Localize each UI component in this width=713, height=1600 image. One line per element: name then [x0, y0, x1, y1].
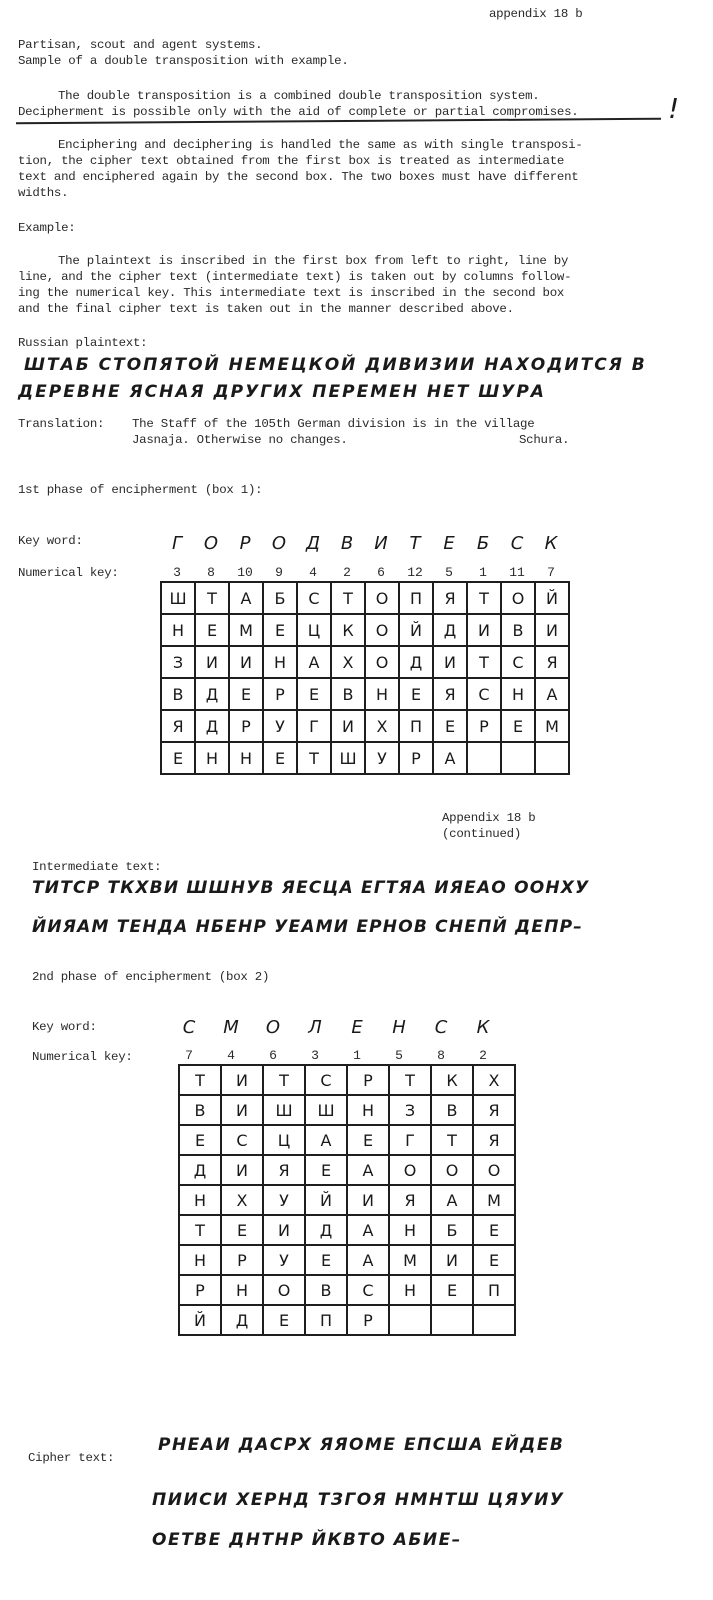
box1-key-number: 3 — [173, 565, 181, 580]
box1-cell: Г — [297, 710, 331, 742]
para3-line-1: The plaintext is inscribed in the first box from left to right, line by — [58, 254, 569, 268]
example-label: Example: — [18, 221, 76, 235]
box2-cell — [431, 1305, 473, 1335]
box2-row — [179, 1185, 515, 1215]
box1-cell: П — [399, 582, 433, 614]
box1-key-number: 6 — [377, 565, 385, 580]
box2-cell: А — [431, 1185, 473, 1215]
box2-cell: Н — [389, 1215, 431, 1245]
margin-mark: ! — [668, 92, 680, 125]
box2-cell: Ш — [305, 1095, 347, 1125]
box1-key-letter: Е — [443, 533, 455, 554]
box2-cell: Е — [179, 1125, 221, 1155]
box1-cell: Р — [229, 710, 263, 742]
box2-cell: А — [347, 1155, 389, 1185]
box2-numerical-key — [168, 1048, 504, 1063]
box1-grid — [160, 581, 570, 775]
box1-cell: Я — [161, 710, 195, 742]
box1-key-letter: Г — [171, 533, 183, 554]
box2-cell: Д — [221, 1305, 263, 1335]
box2-cell: О — [473, 1155, 515, 1185]
box2-cell: К — [431, 1065, 473, 1095]
box2-cell: И — [263, 1215, 305, 1245]
box2-cell: М — [473, 1185, 515, 1215]
box2-cell: Ш — [263, 1095, 305, 1125]
box1-cell: С — [501, 646, 535, 678]
appendix-continued-line-1: Appendix 18 b — [442, 811, 536, 825]
box2-cell: Н — [389, 1275, 431, 1305]
russian-label: Russian plaintext: — [18, 336, 148, 350]
box2-cell: Г — [389, 1125, 431, 1155]
box1-cell: Т — [297, 742, 331, 774]
box1-cell: Т — [331, 582, 365, 614]
box2-key-word-label: Key word: — [32, 1020, 97, 1034]
box1-key-word-label: Key word: — [18, 534, 83, 548]
para3-line-3: ing the numerical key. This intermediate text is inscribed in the second box — [18, 286, 565, 300]
box1-cell: О — [365, 582, 399, 614]
box2-cell: П — [305, 1305, 347, 1335]
translation-label: Translation: — [18, 417, 105, 431]
box1-cell: Я — [535, 646, 569, 678]
box1-numerical-key-label: Numerical key: — [18, 566, 119, 580]
box1-cell: Н — [229, 742, 263, 774]
box1-key-letter: Б — [476, 533, 490, 554]
cipher-label: Cipher text: — [28, 1451, 115, 1465]
box1-cell: Д — [433, 614, 467, 646]
box1-cell: И — [331, 710, 365, 742]
box1-cell: Р — [399, 742, 433, 774]
box1-cell: Б — [263, 582, 297, 614]
box1-cell: Е — [263, 614, 297, 646]
appendix-label: appendix 18 b — [489, 7, 583, 21]
box1-row — [161, 646, 569, 678]
box2-cell: И — [221, 1065, 263, 1095]
box1-cell: Н — [195, 742, 229, 774]
box1-row — [161, 582, 569, 614]
box2-row — [179, 1155, 515, 1185]
box1-key-number: 2 — [343, 565, 351, 580]
box1-cell: В — [331, 678, 365, 710]
box1-cell: А — [535, 678, 569, 710]
box2-cell: Е — [473, 1215, 515, 1245]
box2-key-letter: К — [476, 1017, 490, 1038]
box1-cell: Ш — [161, 582, 195, 614]
box2-cell: И — [431, 1245, 473, 1275]
box1-cell: Д — [195, 710, 229, 742]
russian-plaintext-line-2: ДЕРЕВНЕ ЯСНАЯ ДРУГИХ ПЕРЕМЕН НЕТ ШУРА — [18, 382, 546, 402]
box2-cell: Й — [179, 1305, 221, 1335]
box2-cell: Ц — [263, 1125, 305, 1155]
box1-cell: С — [297, 582, 331, 614]
box2-key-letter: М — [223, 1017, 239, 1038]
box2-cell: Е — [347, 1125, 389, 1155]
box1-cell: М — [229, 614, 263, 646]
translation-signature: Schura. — [519, 433, 570, 447]
box2-key-word — [168, 1017, 504, 1038]
russian-plaintext-line-1: ШТАБ СТОПЯТОЙ НЕМЕЦКОЙ ДИВИЗИИ НАХОДИТСЯ В — [24, 355, 647, 375]
box1-cell: Ц — [297, 614, 331, 646]
box1-cell — [467, 742, 501, 774]
box2-cell: Н — [179, 1185, 221, 1215]
box1-cell: Е — [229, 678, 263, 710]
box1-cell: Е — [501, 710, 535, 742]
box2-cell: Н — [179, 1245, 221, 1275]
box2-cell: Е — [221, 1215, 263, 1245]
box1-key-letter: О — [271, 533, 287, 554]
box2-key-letter: С — [182, 1017, 196, 1038]
box1-cell: А — [297, 646, 331, 678]
box2-cell: Д — [179, 1155, 221, 1185]
box1-cell: Н — [161, 614, 195, 646]
box1-cell: Е — [297, 678, 331, 710]
box1-cell: И — [229, 646, 263, 678]
box2-cell: Т — [431, 1125, 473, 1155]
box1-cell: Х — [331, 646, 365, 678]
box1-cell: И — [433, 646, 467, 678]
box2-key-number: 2 — [479, 1048, 487, 1063]
box2-cell: Д — [305, 1215, 347, 1245]
box1-key-letter: Р — [239, 533, 251, 554]
box1-cell: Р — [467, 710, 501, 742]
box1-key-letter: Д — [305, 533, 321, 554]
box2-cell: Е — [473, 1245, 515, 1275]
box2-row — [179, 1065, 515, 1095]
box1-key-word — [160, 533, 568, 554]
box2-cell: Р — [179, 1275, 221, 1305]
box1-key-number: 8 — [207, 565, 215, 580]
box2-cell: Е — [431, 1275, 473, 1305]
box2-key-letter: Л — [308, 1017, 322, 1038]
box1-key-letter: И — [374, 533, 388, 554]
box1-cell: Д — [195, 678, 229, 710]
box2-cell: Я — [389, 1185, 431, 1215]
box1-key-number: 7 — [547, 565, 555, 580]
box2-key-number: 1 — [353, 1048, 361, 1063]
box1-cell: Е — [399, 678, 433, 710]
box1-cell: Р — [263, 678, 297, 710]
box2-cell: Н — [347, 1095, 389, 1125]
cipher-line-2: ПИИСИ ХЕРНД ТЗГОЯ НМНТШ ЦЯУИУ — [152, 1490, 565, 1510]
box1-row — [161, 710, 569, 742]
box2-cell: И — [347, 1185, 389, 1215]
box2-key-letter: О — [265, 1017, 281, 1038]
box2-cell: Х — [473, 1065, 515, 1095]
box2-cell: Я — [263, 1155, 305, 1185]
box1-cell: Й — [535, 582, 569, 614]
box1-cell — [501, 742, 535, 774]
intermediate-line-2: ЙИЯАМ ТЕНДА НБЕНР УЕАМИ ЕРНОВ СНЕПЙ ДЕПР– — [32, 917, 583, 937]
box2-cell: Р — [347, 1065, 389, 1095]
box1-cell: Х — [365, 710, 399, 742]
box1-cell: Т — [467, 582, 501, 614]
intermediate-line-1: ТИТСР ТКХВИ ШШНУВ ЯЕСЦА ЕГТЯА ИЯЕАО ООНХУ — [32, 878, 590, 898]
translation-line-2: Jasnaja. Otherwise no changes. — [132, 433, 348, 447]
box2-cell: Р — [347, 1305, 389, 1335]
box2-key-letter: С — [434, 1017, 448, 1038]
box1-cell: Е — [433, 710, 467, 742]
box2-cell: П — [473, 1275, 515, 1305]
translation-line-1: The Staff of the 105th German division is in the village — [132, 417, 535, 431]
box1-cell: Е — [195, 614, 229, 646]
box1-cell: О — [365, 646, 399, 678]
para2-line-2: tion, the cipher text obtained from the first box is treated as intermediate — [18, 154, 565, 168]
box2-key-number: 7 — [185, 1048, 193, 1063]
box2-cell: Х — [221, 1185, 263, 1215]
box1-cell: У — [263, 710, 297, 742]
box2-cell: И — [221, 1155, 263, 1185]
box1-key-number: 12 — [407, 565, 423, 580]
para3-line-2: line, and the cipher text (intermediate text) is taken out by columns follow- — [18, 270, 572, 284]
box2-cell: Т — [179, 1215, 221, 1245]
box1-cell: К — [331, 614, 365, 646]
box1-cell: С — [467, 678, 501, 710]
box1-cell: И — [467, 614, 501, 646]
box1-key-letter: О — [203, 533, 219, 554]
box2-key-letter: Н — [392, 1017, 406, 1038]
box1-cell: Т — [195, 582, 229, 614]
box2-cell: Я — [473, 1095, 515, 1125]
box2-cell: Т — [263, 1065, 305, 1095]
box1-cell: А — [229, 582, 263, 614]
box1-key-letter: К — [544, 533, 558, 554]
box1-cell: В — [501, 614, 535, 646]
phase1-label: 1st phase of encipherment (box 1): — [18, 483, 263, 497]
box2-cell: У — [263, 1245, 305, 1275]
para2-line-4: widths. — [18, 186, 69, 200]
heading-line-1: Partisan, scout and agent systems. — [18, 38, 263, 52]
box2-cell: Е — [305, 1245, 347, 1275]
box1-cell: М — [535, 710, 569, 742]
box1-cell: О — [501, 582, 535, 614]
box1-cell: Я — [433, 678, 467, 710]
box1-key-number: 9 — [275, 565, 283, 580]
box2-row — [179, 1215, 515, 1245]
box2-key-number: 8 — [437, 1048, 445, 1063]
box1-cell: Й — [399, 614, 433, 646]
box2-cell: О — [389, 1155, 431, 1185]
box1-cell: И — [535, 614, 569, 646]
box1-cell: П — [399, 710, 433, 742]
box2-cell: В — [431, 1095, 473, 1125]
box1-cell: А — [433, 742, 467, 774]
box1-row — [161, 742, 569, 774]
cipher-line-3: ОЕТВЕ ДНТНР ЙКВТО АБИЕ– — [152, 1530, 462, 1550]
box1-key-number: 1 — [479, 565, 487, 580]
box1-cell: Н — [365, 678, 399, 710]
para1-line-2: Decipherment is possible only with the aid of complete or partial compromises. — [18, 105, 579, 119]
box2-cell: Р — [221, 1245, 263, 1275]
box1-key-number: 11 — [509, 565, 525, 580]
box1-cell: З — [161, 646, 195, 678]
box1-key-letter: С — [510, 533, 524, 554]
box1-row — [161, 678, 569, 710]
box2-key-number: 4 — [227, 1048, 235, 1063]
para3-line-4: and the final cipher text is taken out in the manner described above. — [18, 302, 514, 316]
box2-cell: Е — [263, 1305, 305, 1335]
box2-cell: У — [263, 1185, 305, 1215]
box1-cell: И — [195, 646, 229, 678]
box1-key-letter: Т — [409, 533, 421, 554]
box2-cell: Е — [305, 1155, 347, 1185]
box2-cell: Б — [431, 1215, 473, 1245]
box1-cell: Т — [467, 646, 501, 678]
box2-cell: В — [305, 1275, 347, 1305]
box2-row — [179, 1305, 515, 1335]
box2-key-number: 5 — [395, 1048, 403, 1063]
box2-cell — [389, 1305, 431, 1335]
box2-cell: Т — [389, 1065, 431, 1095]
box1-cell: Н — [501, 678, 535, 710]
box2-row — [179, 1275, 515, 1305]
para1-line-1: The double transposition is a combined double transposition system. — [58, 89, 540, 103]
heading-line-2: Sample of a double transposition with example. — [18, 54, 349, 68]
box2-cell: А — [347, 1245, 389, 1275]
box2-key-number: 6 — [269, 1048, 277, 1063]
box2-cell: Й — [305, 1185, 347, 1215]
box2-cell — [473, 1305, 515, 1335]
box1-key-number: 10 — [237, 565, 253, 580]
box1-cell: Я — [433, 582, 467, 614]
box2-cell: А — [305, 1125, 347, 1155]
box2-cell: С — [347, 1275, 389, 1305]
box1-cell — [535, 742, 569, 774]
box1-cell: Ш — [331, 742, 365, 774]
box1-key-letter: В — [340, 533, 354, 554]
box1-cell: Н — [263, 646, 297, 678]
phase2-label: 2nd phase of encipherment (box 2) — [32, 970, 270, 984]
box1-row — [161, 614, 569, 646]
para2-line-3: text and enciphered again by the second box. The two boxes must have different — [18, 170, 579, 184]
box2-cell: О — [263, 1275, 305, 1305]
cipher-line-1: РНЕАИ ДАСРХ ЯЯОМЕ ЕПСША ЕЙДЕВ — [158, 1435, 565, 1455]
appendix-continued-line-2: (continued) — [442, 827, 522, 841]
box2-cell: И — [221, 1095, 263, 1125]
box2-cell: С — [221, 1125, 263, 1155]
box2-row — [179, 1095, 515, 1125]
box2-key-number: 3 — [311, 1048, 319, 1063]
box2-cell: А — [347, 1215, 389, 1245]
box2-cell: М — [389, 1245, 431, 1275]
box1-cell: В — [161, 678, 195, 710]
box2-cell: З — [389, 1095, 431, 1125]
box1-cell: Е — [161, 742, 195, 774]
box1-cell: Д — [399, 646, 433, 678]
box2-cell: В — [179, 1095, 221, 1125]
intermediate-label: Intermediate text: — [32, 860, 162, 874]
box2-cell: С — [305, 1065, 347, 1095]
box2-key-letter: Е — [351, 1017, 363, 1038]
box2-row — [179, 1245, 515, 1275]
box2-grid — [178, 1064, 516, 1336]
box1-key-number: 5 — [445, 565, 453, 580]
para2-line-1: Enciphering and deciphering is handled the same as with single transposi- — [58, 138, 583, 152]
box2-cell: Н — [221, 1275, 263, 1305]
box1-cell: У — [365, 742, 399, 774]
box1-numerical-key — [160, 565, 568, 580]
box2-cell: Т — [179, 1065, 221, 1095]
box2-numerical-key-label: Numerical key: — [32, 1050, 133, 1064]
box2-row — [179, 1125, 515, 1155]
box1-cell: Е — [263, 742, 297, 774]
box1-key-number: 4 — [309, 565, 317, 580]
box1-cell: О — [365, 614, 399, 646]
box2-cell: О — [431, 1155, 473, 1185]
box2-cell: Я — [473, 1125, 515, 1155]
